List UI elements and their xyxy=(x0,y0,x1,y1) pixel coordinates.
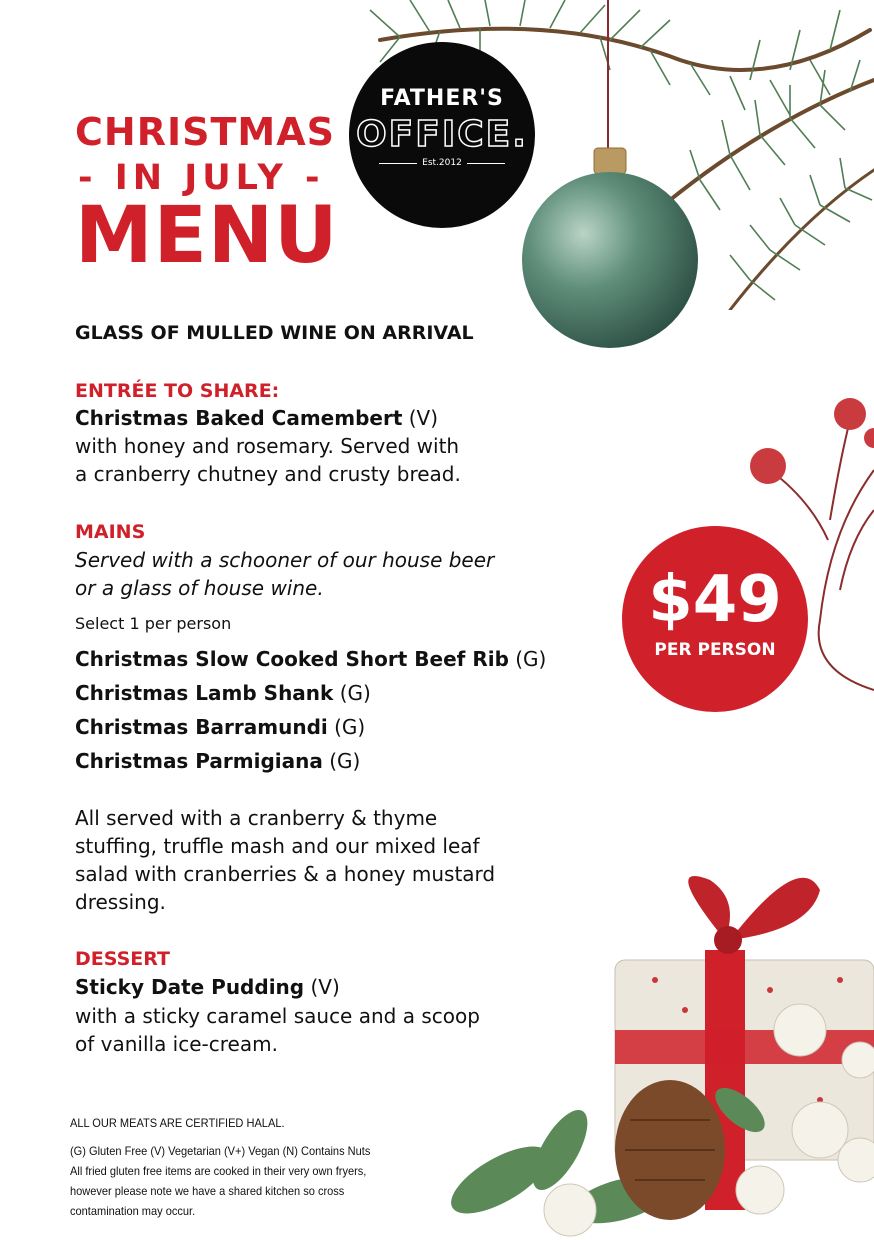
mains-item-name: Christmas Lamb Shank xyxy=(75,681,334,705)
mains-item-tag: (G) xyxy=(508,647,547,671)
dessert-dish-tag: (V) xyxy=(304,975,340,999)
gift-box-decoration xyxy=(440,860,874,1240)
mains-item-tag: (G) xyxy=(322,749,361,773)
dessert-heading: DESSERT xyxy=(75,948,170,970)
entree-desc-2: a cranberry chutney and crusty bread. xyxy=(75,462,461,486)
dessert-dish xyxy=(75,973,340,1001)
entree-heading: ENTRÉE TO SHARE: xyxy=(75,380,280,402)
arrival-note: GLASS OF MULLED WINE ON ARRIVAL xyxy=(75,322,474,344)
mains-item-tag: (G) xyxy=(333,681,371,705)
dessert-desc-1: with a sticky caramel sauce and a scoop xyxy=(75,1004,480,1028)
logo-line1: FATHER'S xyxy=(380,86,504,111)
dessert-desc-2: of vanilla ice-cream. xyxy=(75,1032,278,1056)
entree-dish xyxy=(75,404,438,432)
mains-item-tag: (G) xyxy=(327,715,366,739)
mains-item-name: Christmas Slow Cooked Short Beef Rib xyxy=(75,647,509,671)
mains-select-note: Select 1 per person xyxy=(75,614,232,633)
dessert-dish-name: Sticky Date Pudding xyxy=(75,975,305,999)
mains-sides-4: dressing. xyxy=(75,890,166,914)
logo-rule-right xyxy=(467,163,505,164)
logo-line2: OFFICE. xyxy=(356,114,528,155)
mains-sides-1: All served with a cranberry & thyme xyxy=(75,806,438,830)
mains-item xyxy=(75,713,365,741)
footer-note-3: contamination may occur. xyxy=(70,1204,196,1218)
bauble-ornament xyxy=(520,140,700,352)
title-in-july: - IN JULY - xyxy=(78,158,325,198)
entree-dish-name: Christmas Baked Camembert xyxy=(75,406,403,430)
footer-note-1: All fried gluten free items are cooked in their very own fryers, xyxy=(70,1164,367,1178)
mains-item-name: Christmas Parmigiana xyxy=(75,749,323,773)
mains-sides-2: stuffing, truffle mash and our mixed leaf xyxy=(75,834,480,858)
mains-item xyxy=(75,747,360,775)
mains-note-1: Served with a schooner of our house beer xyxy=(75,548,495,572)
mains-heading: MAINS xyxy=(75,521,146,543)
title-christmas: CHRISTMAS xyxy=(75,110,335,154)
footer-note-2: however please note we have a shared kitchen so cross xyxy=(70,1184,345,1198)
entree-desc-1: with honey and rosemary. Served with xyxy=(75,434,460,458)
price-amount: $49 xyxy=(648,563,782,637)
logo-est: Est.2012 xyxy=(422,158,462,168)
mains-note-2: or a glass of house wine. xyxy=(75,576,324,600)
footer-halal: ALL OUR MEATS ARE CERTIFIED HALAL. xyxy=(70,1116,285,1130)
mains-item xyxy=(75,679,371,707)
price-badge xyxy=(622,526,808,712)
title-menu: MENU xyxy=(75,191,339,281)
footer-legend: (G) Gluten Free (V) Vegetarian (V+) Vegan (N) Contains Nuts xyxy=(70,1144,371,1158)
price-label: PER PERSON xyxy=(654,640,776,660)
entree-dish-tag: (V) xyxy=(402,406,439,430)
mains-item xyxy=(75,645,546,673)
mains-sides-3: salad with cranberries & a honey mustard xyxy=(75,862,496,886)
fathers-office-logo xyxy=(349,42,535,228)
mains-item-name: Christmas Barramundi xyxy=(75,715,328,739)
